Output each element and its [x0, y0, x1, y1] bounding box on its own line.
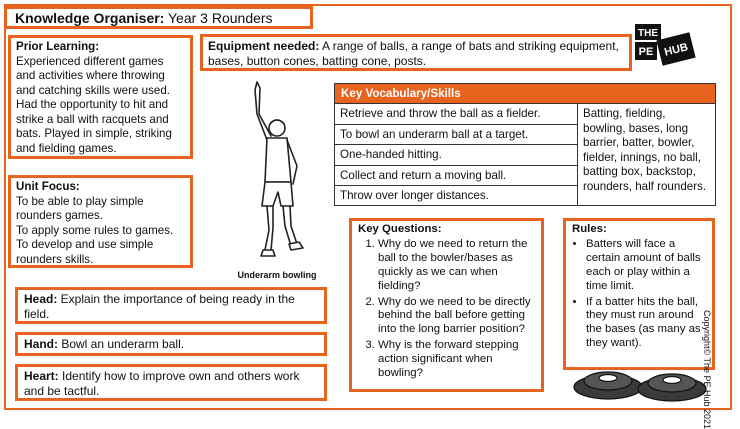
key-question-item: 3. Why is the forward stepping action significant when bowling? [378, 339, 535, 381]
unit-focus-line: To apply some rules to games. [16, 223, 174, 237]
vocab-skill-row: One-handed hitting. [335, 145, 577, 166]
bowler-figure-illustration [235, 78, 315, 263]
rules-box [563, 218, 715, 370]
unit-focus-line: To be able to play simple rounders games. [16, 194, 144, 222]
key-questions-list [358, 238, 535, 381]
heart-box [15, 364, 327, 401]
vocab-heading: Key Vocabulary/Skills [334, 83, 716, 103]
page-title [4, 6, 313, 29]
unit-focus-box [8, 175, 193, 268]
vocab-skill-row: To bowl an underarm ball at a target. [335, 125, 577, 146]
heart-text: Identify how to improve own and others work and be tactful. [24, 369, 300, 398]
hand-text: Bowl an underarm ball. [58, 337, 185, 351]
vocab-skill-row: Collect and return a moving ball. [335, 166, 577, 187]
logo-hub-text: HUB [663, 41, 690, 59]
vocab-skill-row: Throw over longer distances. [340, 189, 489, 203]
key-question-item: 2. Why do we need to be directly behind the ball before getting into the long barrier position? [378, 296, 535, 338]
rule-item: • Batters will face a certain amount of balls each or play within a time limit. [586, 238, 706, 294]
equipment-heading: Equipment needed: [208, 39, 320, 53]
rules-list [572, 238, 706, 351]
prior-learning-box [8, 35, 193, 159]
key-question-item: 1. Why do we need to return the ball to the bowler/bases as quickly as we can when fielding? [378, 238, 535, 294]
rules-heading: Rules: [572, 223, 607, 235]
logo-pe-text: PE [638, 46, 654, 58]
title-rest: Year 3 Rounders [164, 10, 273, 26]
rule-item: • If a batter hits the ball, they must run around the bases (as many as they want). [586, 296, 706, 352]
head-heading: Head: [24, 292, 58, 306]
hand-heading: Hand: [24, 337, 58, 351]
figure-caption: Underarm bowling [237, 270, 317, 280]
equipment-box [200, 34, 632, 71]
logo-the-text: THE [638, 28, 658, 39]
unit-focus-heading: Unit Focus: [16, 180, 80, 193]
copyright-text: Copyright© The PE Hub 2021 [702, 310, 712, 429]
head-text: Explain the importance of being ready in the field. [24, 292, 295, 321]
button-cones-icon [570, 357, 710, 403]
unit-focus-line: To develop and use simple rounders skills. [16, 238, 154, 266]
vocab-skill-row: Retrieve and throw the ball as a fielder. [335, 104, 577, 125]
title-strong: Knowledge Organiser: [15, 10, 165, 26]
vocab-words: Batting, fielding, bowling, bases, long barrier, batter, bowler, fielder, innings, no ball, batting box, backstop, rounders, half rounders. [577, 104, 715, 205]
prior-learning-heading: Prior Learning: [16, 40, 100, 53]
key-questions-box [349, 218, 544, 392]
vocab-table [334, 83, 716, 206]
vocab-body [334, 103, 716, 206]
hand-box [15, 332, 327, 356]
prior-learning-text: Experienced different games and activities where throwing and catching skills were used. Had the opportunity to hit and strike a ball with racquets and bats. Played in simple, striking and fielding games. [16, 54, 172, 155]
equipment-text: A range of balls, a range of bats and striking equipment, bases, button cones, batting cone, posts. [208, 39, 619, 68]
logo-icon [635, 24, 696, 66]
key-questions-heading: Key Questions: [358, 223, 442, 235]
pe-hub-logo [634, 22, 696, 66]
head-box [15, 287, 327, 324]
heart-heading: Heart: [24, 369, 59, 383]
